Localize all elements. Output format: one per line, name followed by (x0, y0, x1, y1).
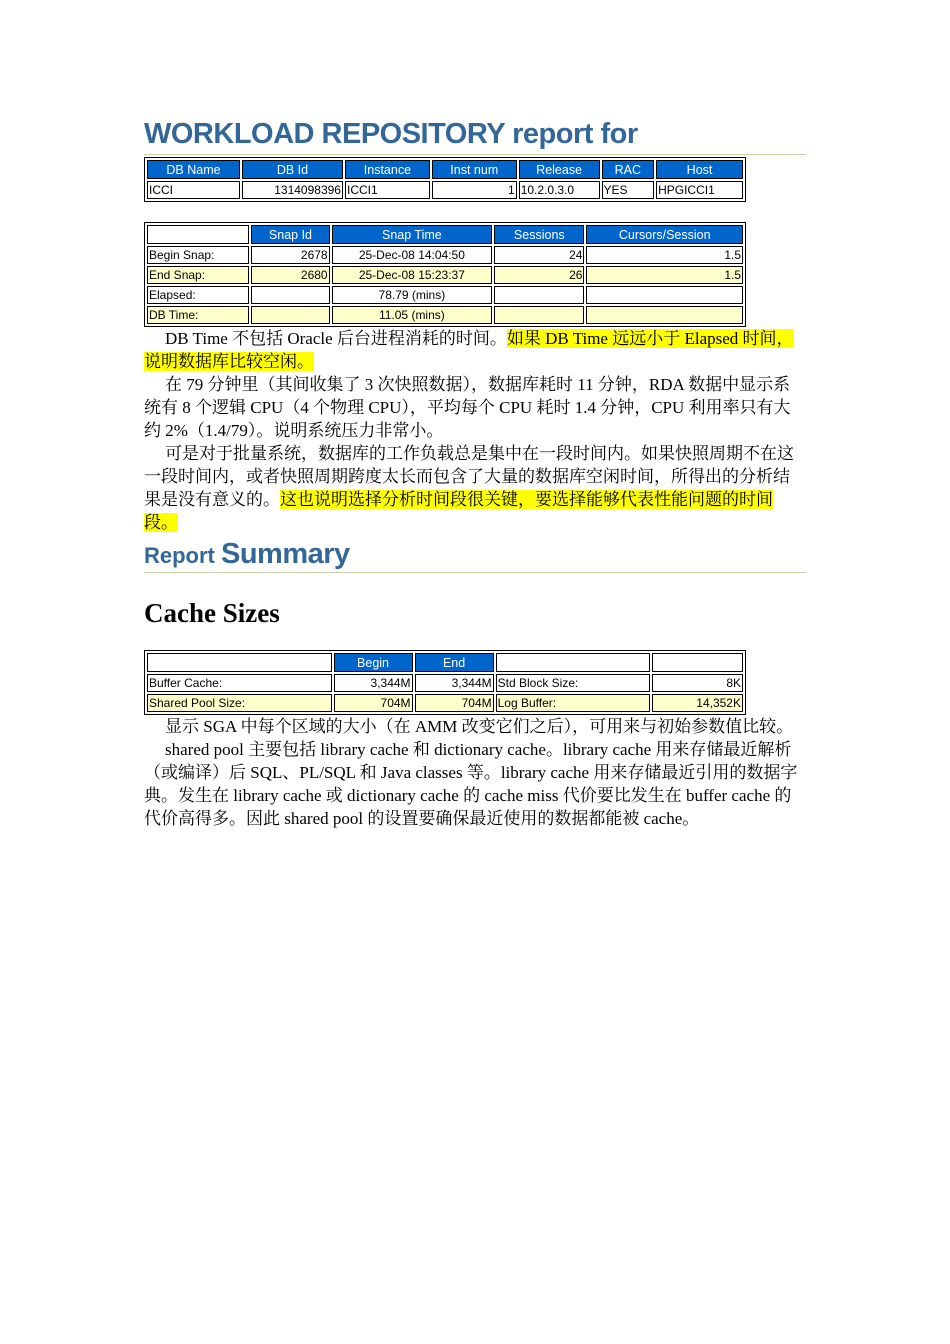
column-header: RAC (602, 160, 655, 179)
column-header: Host (656, 160, 743, 179)
table-cell: 25-Dec-08 15:23:37 (332, 266, 493, 284)
table-cell: Begin Snap: (147, 246, 249, 264)
column-header: Cursors/Session (586, 225, 743, 244)
table-row (147, 286, 743, 304)
report-title: WORKLOAD REPOSITORY report for (144, 115, 806, 155)
table-cell: End Snap: (147, 266, 249, 284)
table-cell: 26 (494, 266, 584, 284)
table-cell: 1 (432, 181, 517, 199)
table-cell: 3,344M (415, 674, 494, 692)
highlighted-text: 这也说明选择分析时间段很关键，要选择能够代表性能问题的时间段。 (144, 490, 773, 532)
table-cell: 1.5 (586, 266, 743, 284)
column-header: Begin (334, 653, 413, 672)
table-header-row (147, 160, 743, 179)
table-row (147, 674, 743, 692)
table-cell: YES (602, 181, 655, 199)
table-header-row (147, 653, 743, 672)
report-page (144, 115, 806, 830)
column-header: Snap Time (332, 225, 493, 244)
table-cell (586, 306, 743, 324)
table-row (147, 306, 743, 324)
highlighted-text: 如果 DB Time 远远小于 Elapsed 时间，说明数据库比较空闲。 (144, 329, 794, 371)
paragraph-text: shared pool 主要包括 library cache 和 dictionary cache。library cache 用来存储最近解析（或编译）后 SQL、PL/SQL 和 Java classes 等。library cache 用来存储最近引用的数据字典。发生在 library cache 或 dictionary cache 的 cache miss 代价要比发生在 buffer cache 的代价高得多。因此 shared pool 的设置要确保最近使用的数据都能被 cache。 (144, 740, 798, 828)
table-cell (251, 306, 329, 324)
column-header: Release (519, 160, 600, 179)
column-header: Snap Id (251, 225, 329, 244)
table-cell: 24 (494, 246, 584, 264)
table-cell: 2678 (251, 246, 329, 264)
table-cell: 704M (415, 694, 494, 712)
table-row (147, 266, 743, 284)
table-cell: ICCI (147, 181, 240, 199)
table-cell (251, 286, 329, 304)
table-cell (494, 306, 584, 324)
db-info-table (144, 157, 746, 202)
snap-table (144, 222, 746, 327)
table-cell: 1314098396 (242, 181, 343, 199)
paragraph-db-time (144, 327, 806, 373)
column-header (147, 225, 249, 244)
table-cell (494, 286, 584, 304)
table-cell: Buffer Cache: (147, 674, 332, 692)
paragraph-batch (144, 442, 806, 534)
paragraph-sga (144, 715, 806, 738)
column-header (147, 653, 332, 672)
column-header: End (415, 653, 494, 672)
table-cell: 3,344M (334, 674, 413, 692)
table-cell: Shared Pool Size: (147, 694, 332, 712)
report-summary-title: Report Summary (144, 538, 806, 573)
table-row (147, 694, 743, 712)
cache-sizes-heading: Cache Sizes (144, 598, 280, 628)
table-cell: 1.5 (586, 246, 743, 264)
table-cell: 10.2.0.3.0 (519, 181, 600, 199)
paragraph-cpu (144, 373, 806, 442)
table-cell: 8K (652, 674, 743, 692)
table-cell: Elapsed: (147, 286, 249, 304)
paragraph-text: 可是对于批量系统，数据库的工作负载总是集中在一段时间内。如果快照周期不在这一段时间内，或者快照周期跨度太长而包含了大量的数据库空闲时间，所得出的分析结果是没有意义的。 (144, 444, 794, 509)
table-cell: ICCI1 (345, 181, 430, 199)
column-header: DB Id (242, 160, 343, 179)
cache-sizes-table (144, 650, 746, 715)
table-cell: 2680 (251, 266, 329, 284)
table-cell: Std Block Size: (496, 674, 650, 692)
table-cell: HPGICCI1 (656, 181, 743, 199)
table-cell: Log Buffer: (496, 694, 650, 712)
column-header: DB Name (147, 160, 240, 179)
table-cell (586, 286, 743, 304)
column-header (496, 653, 650, 672)
column-header: Sessions (494, 225, 584, 244)
column-header: Inst num (432, 160, 517, 179)
table-cell: 704M (334, 694, 413, 712)
table-header-row (147, 225, 743, 244)
table-row (147, 181, 743, 199)
paragraph-text: DB Time 不包括 Oracle 后台进程消耗的时间。 (165, 329, 507, 348)
column-header: Instance (345, 160, 430, 179)
table-cell: 11.05 (mins) (332, 306, 493, 324)
table-cell: 78.79 (mins) (332, 286, 493, 304)
table-cell: 25-Dec-08 14:04:50 (332, 246, 493, 264)
paragraph-shared-pool (144, 738, 806, 830)
paragraph-text: 显示 SGA 中每个区域的大小（在 AMM 改变它们之后），可用来与初始参数值比较。 (165, 717, 794, 736)
table-cell: DB Time: (147, 306, 249, 324)
column-header (652, 653, 743, 672)
table-cell: 14,352K (652, 694, 743, 712)
table-row (147, 246, 743, 264)
paragraph-text: 在 79 分钟里（其间收集了 3 次快照数据），数据库耗时 11 分钟，RDA 数据中显示系统有 8 个逻辑 CPU（4 个物理 CPU），平均每个 CPU 耗时 1.4 分钟，CPU 利用率只有大约 2%（1.4/79）。说明系统压力非常小。 (144, 375, 791, 440)
